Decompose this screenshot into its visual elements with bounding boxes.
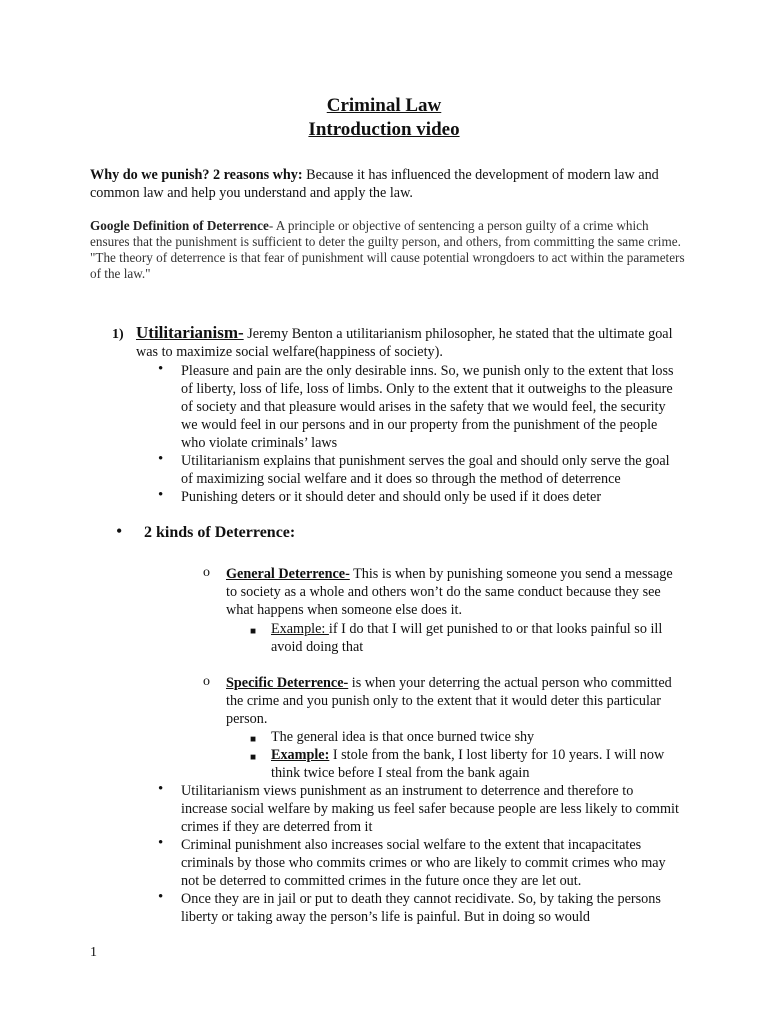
list-number: 1) — [112, 327, 124, 342]
utilitarianism-text: Jeremy Benton a utilitarianism philosopher, he stated that the ultimate goal was to maximize social welfare(happiness of society). — [136, 326, 673, 360]
bullet-icon: • — [158, 781, 164, 797]
specific-example-text: I stole from the bank, I lost liberty for 10 years. I will now think twice before I steal from the bank again — [271, 747, 665, 781]
bullet-icon: • — [158, 835, 164, 851]
utilitarianism-heading: Utilitarianism- — [136, 323, 244, 342]
general-example — [271, 620, 676, 656]
intro-question: Why do we punish? 2 reasons why: — [90, 167, 303, 183]
bullet-icon: • — [158, 889, 164, 905]
specific-sub-item: The general idea is that once burned twice shy — [271, 729, 535, 745]
google-definition-label: Google Definition of Deterrence — [90, 218, 269, 233]
specific-deterrence-text: is when your deterring the actual person who committed the crime and you punish only to the extent that it would deter this particular person. — [226, 675, 672, 727]
specific-deterrence — [226, 674, 676, 728]
general-deterrence — [226, 565, 676, 619]
bullet-icon: • — [116, 521, 123, 541]
document-title: Criminal Law — [326, 95, 442, 116]
circle-bullet-icon: o — [203, 674, 210, 689]
square-bullet-icon: ■ — [250, 752, 257, 763]
utilitarianism-heading-block — [136, 324, 696, 361]
square-bullet-icon: ■ — [250, 626, 257, 637]
specific-example-label: Example: — [271, 747, 330, 763]
specific-example — [271, 746, 676, 782]
list-item: Utilitarianism explains that punishment serves the goal and should only serve the goal of maximizing social welfare and it does so through the method of deterrence — [181, 453, 670, 487]
specific-deterrence-label: Specific Deterrence- — [226, 675, 349, 691]
list-item: Once they are in jail or put to death they cannot recidivate. So, by taking the persons liberty or taking away the person’s life is painful. But in doing so would — [181, 891, 661, 925]
intro-text: Because it has influenced the development of modern law and common law and help you understand and apply the law. — [90, 167, 659, 201]
google-definition — [90, 218, 690, 282]
bullet-icon: • — [158, 487, 164, 503]
google-definition-text: - A principle or objective of sentencing a person guilty of a crime which ensures that the punishment is sufficient to deter the guilty person, and others, from committing the same crime. "The theory of deterrence is that fear of punishment will cause potential wrongdoers to act within the parameters of the law." — [90, 218, 685, 281]
list-item: Utilitarianism views punishment as an instrument to deterrence and therefore to increase social welfare by making us feel safer because people are less likely to commit crimes if they are deterred from it — [181, 783, 679, 835]
list-item: Punishing deters or it should deter and should only be used if it does deter — [181, 489, 602, 505]
intro-paragraph — [90, 166, 690, 202]
kinds-heading: 2 kinds of Deterrence: — [144, 524, 296, 541]
general-deterrence-label: General Deterrence- — [226, 566, 350, 582]
circle-bullet-icon: o — [203, 565, 210, 580]
list-item: Pleasure and pain are the only desirable inns. So, we punish only to the extent that loss of liberty, loss of life, loss of limbs. Only to the extent that it outweighs to the pleasure of society and that pleasure would arises in the safety that we would feel, the security we would feel in our persons and in our property from the punishment of the people who violate criminals’ laws — [181, 363, 674, 451]
general-deterrence-text: This is when by punishing someone you send a message to society as a whole and others won’t do the same conduct because they see what happens when someone else does it. — [226, 566, 673, 618]
page-number: 1 — [90, 945, 97, 960]
bullet-icon: • — [158, 361, 164, 377]
bullet-icon: • — [158, 451, 164, 467]
document-subtitle: Introduction video — [308, 119, 460, 140]
square-bullet-icon: ■ — [250, 734, 257, 745]
general-example-text: if I do that I will get punished to or that looks painful so ill avoid doing that — [271, 621, 663, 655]
general-example-label: Example: — [271, 621, 329, 637]
list-item: Criminal punishment also increases social welfare to the extent that incapacitates criminals by those who commits crimes or who are likely to commit crimes who may not be deterred to committed crimes in the future once they are let out. — [181, 837, 666, 889]
